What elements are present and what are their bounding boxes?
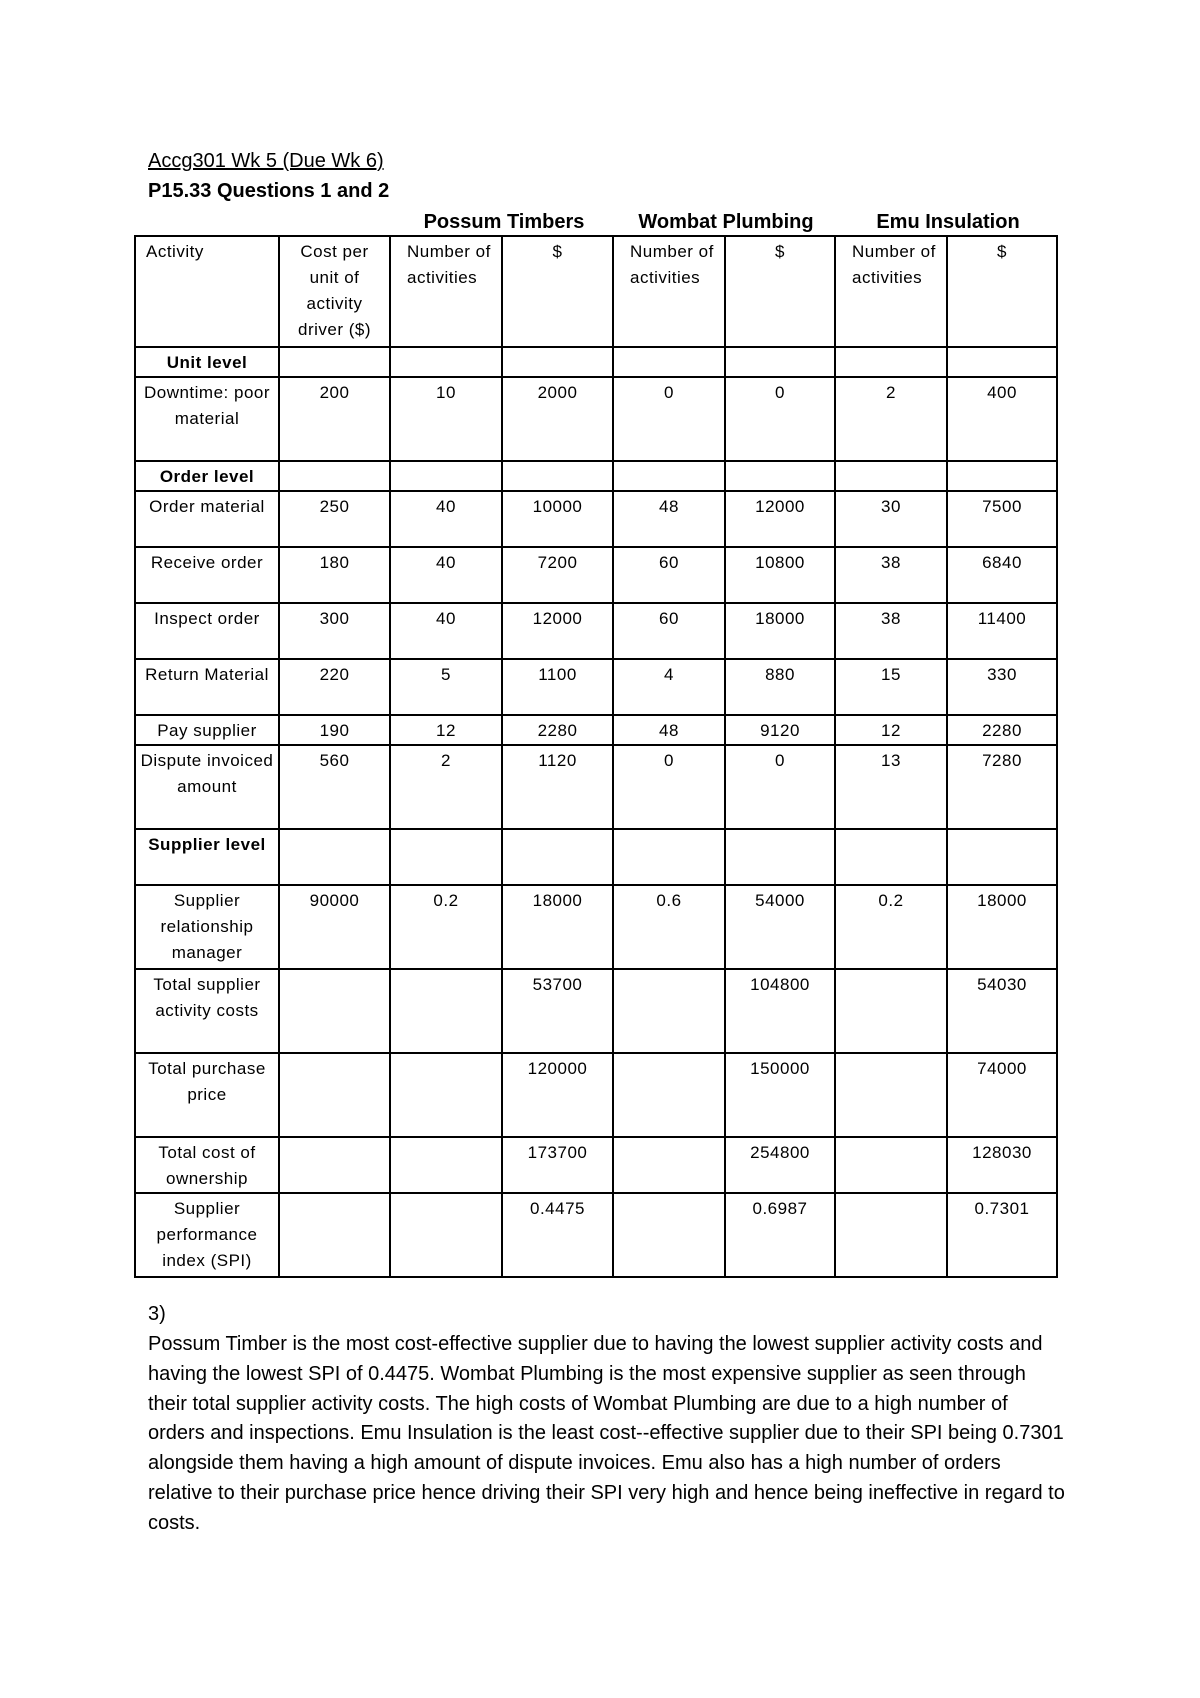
value-cell: 0.2 — [390, 885, 502, 969]
value-cell: 0.2 — [835, 885, 947, 969]
header-cell: Activity — [135, 236, 279, 347]
value-cell: 254800 — [725, 1137, 835, 1193]
value-cell: 0 — [725, 377, 835, 461]
table-section-row — [135, 461, 1057, 491]
header-cell: $ — [502, 236, 613, 347]
value-cell — [390, 1053, 502, 1137]
activity-cell: Inspect order — [135, 603, 279, 659]
value-cell: 40 — [390, 491, 502, 547]
value-cell — [835, 1193, 947, 1277]
value-cell: 13 — [835, 745, 947, 829]
value-cell — [279, 829, 390, 885]
value-cell — [613, 1053, 725, 1137]
value-cell: 60 — [613, 603, 725, 659]
value-cell: 0.4475 — [502, 1193, 613, 1277]
document-title: Accg301 Wk 5 (Due Wk 6) — [148, 150, 384, 172]
value-cell: 2 — [835, 377, 947, 461]
value-cell: 0.7301 — [947, 1193, 1057, 1277]
value-cell: 12 — [835, 715, 947, 745]
value-cell: 2 — [390, 745, 502, 829]
value-cell: 38 — [835, 547, 947, 603]
value-cell: 11400 — [947, 603, 1057, 659]
supplier-heading-emu: Emu Insulation — [876, 211, 1020, 233]
value-cell: 7500 — [947, 491, 1057, 547]
table-row — [135, 745, 1057, 829]
value-cell: 330 — [947, 659, 1057, 715]
activity-cell: Supplier relationship manager — [135, 885, 279, 969]
activity-cell: Order material — [135, 491, 279, 547]
header-cell: Number of activities — [613, 236, 725, 347]
value-cell: 7280 — [947, 745, 1057, 829]
value-cell: 12 — [390, 715, 502, 745]
value-cell: 54000 — [725, 885, 835, 969]
value-cell: 0 — [613, 745, 725, 829]
value-cell: 18000 — [502, 885, 613, 969]
value-cell: 1100 — [502, 659, 613, 715]
value-cell — [613, 347, 725, 377]
value-cell: 74000 — [947, 1053, 1057, 1137]
table-row — [135, 547, 1057, 603]
value-cell: 18000 — [947, 885, 1057, 969]
value-cell: 300 — [279, 603, 390, 659]
value-cell: 0.6987 — [725, 1193, 835, 1277]
value-cell — [947, 829, 1057, 885]
value-cell: 12000 — [502, 603, 613, 659]
value-cell — [279, 969, 390, 1053]
header-cell: Number of activities — [835, 236, 947, 347]
value-cell: 53700 — [502, 969, 613, 1053]
value-cell: 0 — [725, 745, 835, 829]
value-cell: 180 — [279, 547, 390, 603]
activity-cell: Supplier level — [135, 829, 279, 885]
value-cell: 173700 — [502, 1137, 613, 1193]
value-cell: 30 — [835, 491, 947, 547]
value-cell: 250 — [279, 491, 390, 547]
value-cell — [279, 1193, 390, 1277]
value-cell: 128030 — [947, 1137, 1057, 1193]
value-cell — [390, 1193, 502, 1277]
value-cell: 2000 — [502, 377, 613, 461]
value-cell — [279, 1053, 390, 1137]
value-cell: 0 — [613, 377, 725, 461]
activity-cell: Total cost of ownership — [135, 1137, 279, 1193]
value-cell: 0.6 — [613, 885, 725, 969]
activity-cell: Total purchase price — [135, 1053, 279, 1137]
value-cell — [835, 1053, 947, 1137]
header-cell: Cost per unit of activity driver ($) — [279, 236, 390, 347]
table-row — [135, 1137, 1057, 1193]
value-cell: 48 — [613, 715, 725, 745]
table-row — [135, 603, 1057, 659]
document-subtitle: P15.33 Questions 1 and 2 — [148, 180, 390, 202]
value-cell — [279, 347, 390, 377]
value-cell: 9120 — [725, 715, 835, 745]
value-cell: 190 — [279, 715, 390, 745]
table-section-row — [135, 347, 1057, 377]
activity-cell: Supplier performance index (SPI) — [135, 1193, 279, 1277]
value-cell: 40 — [390, 603, 502, 659]
value-cell — [613, 1193, 725, 1277]
value-cell — [725, 347, 835, 377]
table-row — [135, 659, 1057, 715]
table-row — [135, 1053, 1057, 1137]
value-cell: 400 — [947, 377, 1057, 461]
activity-cell: Total supplier activity costs — [135, 969, 279, 1053]
value-cell: 10000 — [502, 491, 613, 547]
header-cell: Number of activities — [390, 236, 502, 347]
value-cell: 54030 — [947, 969, 1057, 1053]
supplier-heading-wombat: Wombat Plumbing — [638, 211, 814, 233]
table-section-row — [135, 829, 1057, 885]
value-cell — [947, 461, 1057, 491]
value-cell: 90000 — [279, 885, 390, 969]
value-cell: 6840 — [947, 547, 1057, 603]
value-cell — [613, 461, 725, 491]
table-row — [135, 1193, 1057, 1277]
value-cell — [502, 461, 613, 491]
value-cell: 48 — [613, 491, 725, 547]
value-cell: 200 — [279, 377, 390, 461]
value-cell — [390, 1137, 502, 1193]
value-cell: 7200 — [502, 547, 613, 603]
table-row — [135, 491, 1057, 547]
value-cell — [390, 347, 502, 377]
value-cell — [835, 347, 947, 377]
value-cell — [725, 461, 835, 491]
table-row — [135, 969, 1057, 1053]
value-cell: 1120 — [502, 745, 613, 829]
value-cell: 12000 — [725, 491, 835, 547]
value-cell — [835, 1137, 947, 1193]
value-cell: 5 — [390, 659, 502, 715]
answer-text: Possum Timber is the most cost-effective supplier due to having the lowest supplier activity costs and having the lowest SPI of 0.4475. Wombat Plumbing is the most expensive supplier as seen through their total supplier activity costs. The high costs of Wombat Plumbing are due to a high number of orders and inspections. Emu Insulation is the least cost--effective supplier due to their SPI being 0.7301 alongside them having a high amount of dispute invoices. Emu also has a high number of orders relative to their purchase price hence driving their SPI very high and hence being ineffective in regard to costs. — [148, 1333, 1065, 1534]
value-cell: 150000 — [725, 1053, 835, 1137]
header-cell: $ — [947, 236, 1057, 347]
value-cell: 880 — [725, 659, 835, 715]
activity-cell: Dispute invoiced amount — [135, 745, 279, 829]
value-cell — [390, 829, 502, 885]
value-cell: 104800 — [725, 969, 835, 1053]
value-cell: 10 — [390, 377, 502, 461]
value-cell: 40 — [390, 547, 502, 603]
value-cell — [835, 969, 947, 1053]
value-cell: 15 — [835, 659, 947, 715]
value-cell: 220 — [279, 659, 390, 715]
value-cell: 2280 — [947, 715, 1057, 745]
supplier-cost-table — [134, 235, 1058, 1278]
value-cell: 4 — [613, 659, 725, 715]
value-cell — [502, 347, 613, 377]
table-row — [135, 377, 1057, 461]
value-cell: 10800 — [725, 547, 835, 603]
activity-cell: Return Material — [135, 659, 279, 715]
value-cell: 560 — [279, 745, 390, 829]
value-cell — [835, 461, 947, 491]
header-cell: $ — [725, 236, 835, 347]
value-cell: 2280 — [502, 715, 613, 745]
table-header-row — [135, 236, 1057, 347]
value-cell — [390, 461, 502, 491]
activity-cell: Receive order — [135, 547, 279, 603]
supplier-heading-possum: Possum Timbers — [423, 211, 585, 233]
activity-cell: Order level — [135, 461, 279, 491]
value-cell — [613, 829, 725, 885]
value-cell — [613, 1137, 725, 1193]
value-cell — [390, 969, 502, 1053]
value-cell: 120000 — [502, 1053, 613, 1137]
value-cell — [725, 829, 835, 885]
value-cell: 60 — [613, 547, 725, 603]
value-cell — [279, 461, 390, 491]
answer-number: 3) — [148, 1303, 166, 1325]
activity-cell: Downtime: poor material — [135, 377, 279, 461]
value-cell — [947, 347, 1057, 377]
value-cell: 38 — [835, 603, 947, 659]
activity-cell: Pay supplier — [135, 715, 279, 745]
value-cell — [613, 969, 725, 1053]
value-cell: 18000 — [725, 603, 835, 659]
table-row — [135, 885, 1057, 969]
value-cell — [502, 829, 613, 885]
activity-cell: Unit level — [135, 347, 279, 377]
value-cell — [279, 1137, 390, 1193]
value-cell — [835, 829, 947, 885]
table-row — [135, 715, 1057, 745]
